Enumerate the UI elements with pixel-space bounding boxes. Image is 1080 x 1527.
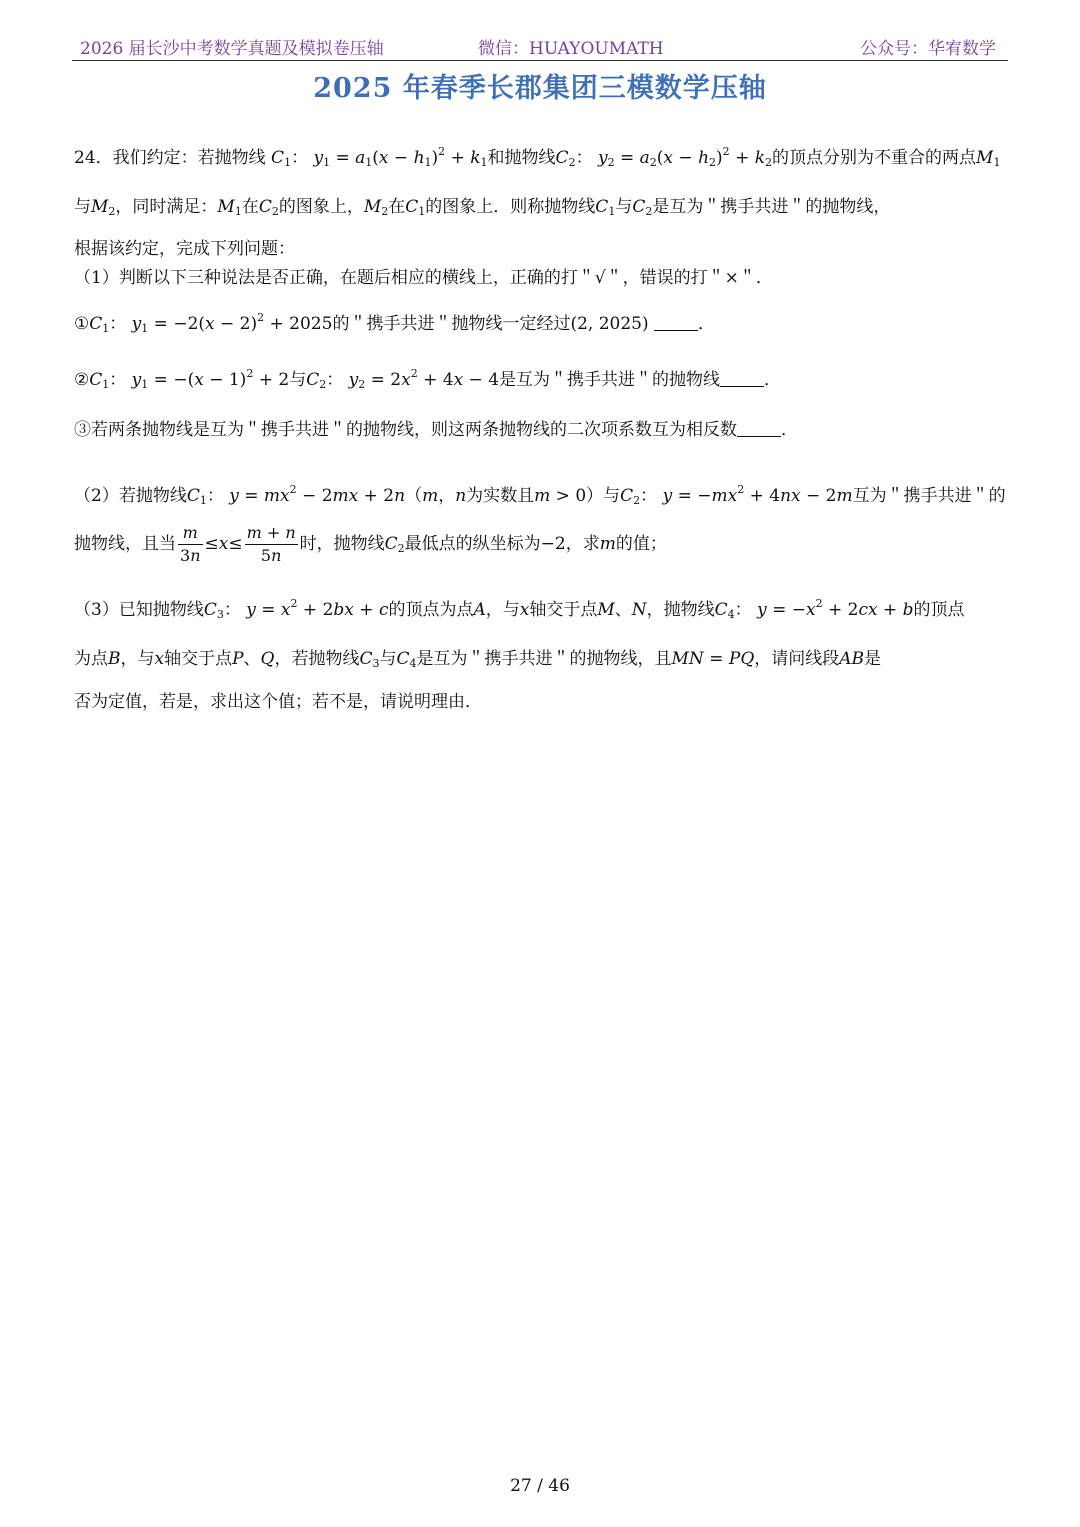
part-1-item-2: $②C_1$： $y_1 = -(x - 1)^2 + 2$与$C_2$： $y_2 = 2x^2 + 4x - 4$是互为＂携手共进＂的抛物线 ． bbox=[74, 367, 782, 391]
part-1-item-3: ③若两条抛物线是互为＂携手共进＂的抛物线，则这两条抛物线的二次项系数互为相反数 ． bbox=[74, 420, 798, 440]
text: 的顶点 bbox=[913, 600, 965, 620]
part-1-item-1: $①C_1$： $y_1 = -2(x - 2)^2 + 2025$的＂携手共进＂抛物线一定经过(2, 2025) ． bbox=[74, 311, 716, 335]
text: 与 bbox=[74, 197, 91, 217]
answer-blank-2[interactable] bbox=[720, 370, 764, 387]
text: 我们约定：若抛物线 bbox=[112, 148, 266, 168]
text: （2）若抛物线 bbox=[74, 486, 187, 506]
text: 抛物线，且当 bbox=[74, 534, 176, 554]
document-title: 2025 年春季长郡集团三模数学压轴 bbox=[313, 73, 767, 104]
text: 为实数且 bbox=[466, 486, 535, 506]
text: 与 bbox=[615, 197, 633, 217]
part-1-intro: （1）判断以下三种说法是否正确，在题后相应的横线上，正确的打＂√＂，错误的打＂×＂． bbox=[74, 268, 773, 288]
item-marker: ① bbox=[74, 314, 90, 334]
item-marker: ② bbox=[74, 370, 90, 390]
point: (2, 2025) bbox=[570, 314, 649, 334]
text: 最低点的纵坐标为 bbox=[404, 534, 541, 554]
text: ， bbox=[438, 486, 456, 506]
fraction-m-plus-n-over-5n: $\frac{m + n}{5n}$ bbox=[246, 523, 296, 565]
text: ，与 bbox=[485, 600, 520, 620]
text: 是互为＂携手共进＂的抛物线，且 bbox=[416, 649, 672, 669]
text: 是互为＂携手共进＂的抛物线， bbox=[652, 197, 891, 217]
part-2-line-1: （2）若抛物线$C_1$： $y = mx^2 - 2mx + 2n(m$，n为实数且m > 0）与$C_2$： $y = -mx^2 + 4nx - 2m$互为＂携手共进＂的 bbox=[74, 483, 1006, 507]
answer-blank-3[interactable] bbox=[737, 420, 781, 437]
page-number: 27 / 46 bbox=[510, 1476, 570, 1496]
text: ，抛物线 bbox=[646, 600, 715, 620]
text: 的图象上．则称抛物线 bbox=[425, 197, 596, 217]
part-3-line-2: 为点B，与x轴交于点P、Q，若抛物线$C_3$与$C_4$是互为＂携手共进＂的抛物线，且MN = PQ，请问线段AB是 bbox=[74, 649, 882, 670]
header-series-title: 2026 届长沙中考数学真题及模拟卷压轴 bbox=[80, 39, 384, 59]
part-2-line-2: 抛物线，且当 $\frac{m}{3n}$ ≤x≤ $\frac{m + n}{5n}$ 时，抛物线$C_2$最低点的纵坐标为−2，求m的值； bbox=[74, 523, 667, 565]
answer-blank-1[interactable] bbox=[654, 314, 698, 331]
text: 的图象上， bbox=[278, 197, 364, 217]
problem-line-3: 根据该约定，完成下列问题： bbox=[74, 239, 295, 259]
text: 是互为＂携手共进＂的抛物线 bbox=[499, 370, 721, 390]
problem-number: 24． bbox=[74, 148, 113, 168]
text: 的顶点分别为不重合的两点 bbox=[772, 148, 977, 168]
problem-line-2: 与$M_2$，同时满足：$M_1$在$C_2$的图象上，$M_2$在$C_1$的图象上．则称抛物线$C_1$与$C_2$是互为＂携手共进＂的抛物线， bbox=[74, 197, 891, 218]
header-official-account: 公众号：华宥数学 bbox=[860, 39, 996, 59]
text: ，请问线段 bbox=[754, 649, 840, 669]
text: ，求 bbox=[565, 534, 600, 554]
text: 与 bbox=[379, 649, 397, 669]
text: （3）已知抛物线 bbox=[74, 600, 204, 620]
text: 、 bbox=[243, 649, 261, 669]
text: 是 bbox=[864, 649, 882, 669]
page-header bbox=[72, 30, 1008, 61]
problem-line-1: 24．我们约定：若抛物线 $C_1$： $y_1 = a_1(x - h_1)^2 + k_1$和抛物线$C_2$： $y_2 = a_2(x - h_2)^2 + k_2$的顶点分别为不重合的两点$M_1$ bbox=[74, 145, 1001, 169]
text: ）与 bbox=[586, 486, 621, 506]
text: 和抛物线 bbox=[487, 148, 556, 168]
text: ，与 bbox=[120, 649, 155, 669]
text: 轴交于点 bbox=[529, 600, 598, 620]
text: 轴交于点 bbox=[164, 649, 233, 669]
text: （ bbox=[405, 486, 423, 506]
text: 的值； bbox=[615, 534, 667, 554]
header-wechat: 微信：HUAYOUMATH bbox=[478, 39, 664, 59]
part-3-line-3: 否为定值，若是，求出这个值；若不是，请说明理由． bbox=[74, 692, 482, 712]
text: 、 bbox=[614, 600, 632, 620]
part-3-line-1: （3）已知抛物线$C_3$： $y = x^2 + 2bx + c$的顶点为点A，与x轴交于点M、N，抛物线$C_4$： $y = -x^2 + 2cx + b$的顶点 bbox=[74, 597, 965, 621]
text: 的＂携手共进＂抛物线一定经过 bbox=[332, 314, 571, 334]
text: ③若两条抛物线是互为＂携手共进＂的抛物线，则这两条抛物线的二次项系数互为相反数 bbox=[74, 420, 737, 440]
text: 时，抛物线 bbox=[299, 534, 385, 554]
fraction-m-over-3n: $\frac{m}{3n}$ bbox=[180, 523, 201, 565]
text: 互为＂携手共进＂的 bbox=[852, 486, 1006, 506]
text: 与 bbox=[289, 370, 307, 390]
text: 在 bbox=[241, 197, 259, 217]
text: 为点 bbox=[74, 649, 108, 669]
text: ，若抛物线 bbox=[274, 649, 360, 669]
text: ，同时满足： bbox=[115, 197, 218, 217]
text: 的顶点为点 bbox=[388, 600, 474, 620]
text: 在 bbox=[388, 197, 406, 217]
